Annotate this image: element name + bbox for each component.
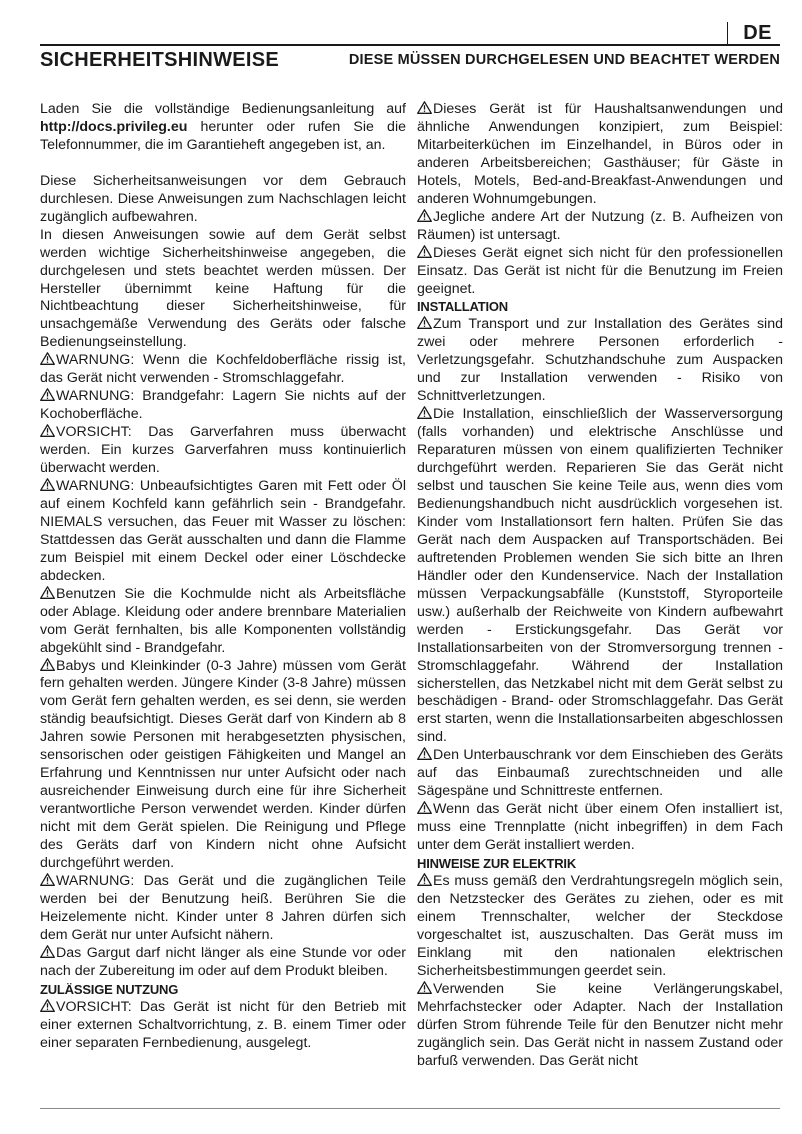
- warning-item: Benutzen Sie die Kochmulde nicht als Arbeitsfläche oder Ablage. Kleidung oder andere brennbare Materialien vom Gerät fernhalten, bis alle Komponenten vollständig abgekühlt sind - Brandgefahr.: [40, 585, 406, 656]
- language-code: DE: [743, 22, 772, 44]
- page-subtitle: DIESE MÜSSEN DURCHGELESEN UND BEACHTET WERDEN: [348, 52, 780, 68]
- docs-link[interactable]: http://docs.privileg.eu: [40, 118, 188, 135]
- warning-item: Den Unterbauschrank vor dem Einschieben des Geräts auf das Einbaumaß zurechtschneiden und alle Sägespäne und Schnittreste entfernen.: [417, 747, 783, 800]
- warning-item: Dieses Gerät ist für Haushaltsanwendungen und ähnliche Anwendungen konzipiert, zum Beispiel: Mitarbeiterküchen im Einzelhandel, in Büros oder in anderen Arbeitsbereichen; Gasthäuser; für Gäste in Hotels, Motels, Bed-and-Breakfast-Anwendungen und anderen Wohnumgebungen.: [417, 101, 783, 207]
- warning-triangle-icon: [417, 873, 432, 886]
- warning-triangle-icon: [40, 945, 55, 958]
- warning-item: Jegliche andere Art der Nutzung (z. B. Aufheizen von Räumen) ist untersagt.: [417, 208, 783, 243]
- section-heading-electrical: HINWEISE ZUR ELEKTRIK: [417, 856, 577, 872]
- intro-paragraph: Laden Sie die vollständige Bedienungsanleitung auf http://docs.privileg.eu herunter oder rufen Sie die Telefonnummer, die im Garantieheft angegeben ist, an.: [40, 101, 406, 153]
- right-column: [417, 101, 783, 1070]
- warning-triangle-icon: [40, 424, 55, 437]
- warning-item: WARNUNG: Das Gerät und die zugänglichen Teile werden bei der Benutzung heiß. Berühren Sie die Heizelemente nicht. Kinder unter 8 Jahren dürfen sich dem Gerät nur unter Aufsicht nähern.: [40, 872, 406, 943]
- warning-triangle-icon: [40, 873, 55, 886]
- warning-triangle-icon: [417, 801, 432, 814]
- warning-triangle-icon: [417, 316, 432, 329]
- warning-item: VORSICHT: Das Garverfahren muss überwacht werden. Ein kurzes Garverfahren muss kontinuierlich überwacht werden.: [40, 424, 406, 477]
- warning-triangle-icon: [40, 658, 55, 671]
- warning-item: VORSICHT: Das Gerät ist nicht für den Betrieb mit einer externen Schaltvorrichtung, z. B. einem Timer oder einer separaten Fernbedienung, ausgelegt.: [40, 998, 406, 1051]
- section-heading-permitted-use: ZULÄSSIGE NUTZUNG: [40, 981, 179, 997]
- warning-triangle-icon: [40, 352, 55, 365]
- warning-item: Verwenden Sie keine Verlängerungskabel, Mehrfachstecker oder Adapter. Nach der Installation dürfen Strom führende Teile für den Benutzer nicht mehr zugänglich sein. Das Gerät nicht in nassem Zustand oder barfuß verwenden. Das Gerät nicht: [417, 980, 783, 1069]
- warning-triangle-icon: [417, 209, 432, 222]
- warning-triangle-icon: [40, 586, 55, 599]
- warning-item: WARNUNG: Wenn die Kochfeldoberfläche rissig ist, das Gerät nicht verwenden - Stromschlaggefahr.: [40, 352, 406, 387]
- warning-triangle-icon: [417, 406, 432, 419]
- warning-triangle-icon: [40, 999, 55, 1012]
- paragraph: In diesen Anweisungen sowie auf dem Gerät selbst werden wichtige Sicherheitshinweise angegeben, die durchgelesen und stets beachtet werden müssen. Der Hersteller übernimmt keine Haftung für die Nichtbeachtung dieser Sicherheitshinweise, für unsachgemäße Verwendung des Geräts oder falsche Bedienungseinstellung.: [40, 226, 406, 351]
- section-heading-installation: INSTALLATION: [417, 299, 508, 315]
- page-title: SICHERHEITSHINWEISE: [40, 49, 280, 71]
- language-divider: [727, 22, 728, 44]
- warning-item: WARNUNG: Brandgefahr: Lagern Sie nichts auf der Kochoberfläche.: [40, 388, 406, 423]
- left-column: [40, 101, 406, 1053]
- warning-triangle-icon: [417, 747, 432, 760]
- warning-triangle-icon: [417, 101, 432, 114]
- warning-item: Die Installation, einschließlich der Wasserversorgung (falls vorhanden) und elektrische Anschlüsse und Reparaturen müssen von einem qualifizierten Techniker durchgeführt werden. Reparieren Sie das Gerät nicht selbst und tauschen Sie keine Teile aus, wenn dies vom Bedienungshandbuch nicht ausdrücklich vorgesehen ist. Kinder vom Installationsort fern halten. Prüfen Sie das Gerät nach dem Auspacken auf Transportschäden. Bei auftretenden Problemen wenden Sie sich bitte an Ihren Händler oder den Kundenservice. Nach der Installation müssen Verpackungsabfälle (Kunststoff, Styroporteile usw.) außerhalb der Reichweite von Kindern aufbewahrt werden - Erstickungsgefahr. Das Gerät vor Installationsarbeiten von der Stromversorgung trennen - Stromschlaggefahr. Während der Installation sicherstellen, das Netzkabel nicht mit dem Gerät selbst zu beschädigen - Brand- oder Stromschlaggefahr. Das Gerät erst starten, wenn die Installationsarbeiten abgeschlossen sind.: [417, 406, 783, 746]
- footer-rule: [40, 1108, 780, 1109]
- warning-item: Wenn das Gerät nicht über einem Ofen installiert ist, muss eine Trennplatte (nicht inbegriffen) in dem Fach unter dem Gerät installiert werden.: [417, 801, 783, 854]
- warning-triangle-icon: [417, 981, 432, 994]
- warning-item: Es muss gemäß den Verdrahtungsregeln möglich sein, den Netzstecker des Gerätes zu ziehen, oder es mit einem Trennschalter, welcher der Steckdose vorgeschaltet ist, auszuschalten. Das Gerät muss im Einklang mit den nationalen elektrischen Sicherheitsbestimmungen geerdet sein.: [417, 872, 783, 979]
- warning-triangle-icon: [40, 478, 55, 491]
- warning-item: WARNUNG: Unbeaufsichtigtes Garen mit Fett oder Öl auf einem Kochfeld kann gefährlich sein - Brandgefahr. NIEMALS versuchen, das Feuer mit Wasser zu löschen: Stattdessen das Gerät ausschalten und dann die Flamme zum Beispiel mit einem Deckel oder einer Löschdecke abdecken.: [40, 478, 406, 584]
- warning-item: Babys und Kleinkinder (0-3 Jahre) müssen vom Gerät fern gehalten werden. Jüngere Kinder (3-8 Jahre) müssen vom Gerät fern gehalten werden, es sei denn, sie werden ständig beaufsichtigt. Dieses Gerät darf von Kindern ab 8 Jahren sowie Personen mit herabgesetzten physischen, sensorischen oder geistigen Fähigkeiten und Mangel an Erfahrung und Kenntnissen nur unter Aufsicht oder nach ausreichender Einweisung durch eine für ihre Sicherheit verantwortliche Person verwendet werden. Kinder dürfen nicht mit dem Gerät spielen. Die Reinigung und Pflege des Geräts darf von Kindern nicht ohne Aufsicht durchgeführt werden.: [40, 657, 406, 872]
- warning-item: Dieses Gerät eignet sich nicht für den professionellen Einsatz. Das Gerät ist nicht für die Benutzung im Freien geeignet.: [417, 244, 783, 297]
- paragraph: Diese Sicherheitsanweisungen vor dem Gebrauch durchlesen. Diese Anweisungen zum Nachschlagen leicht zugänglich aufbewahren.: [40, 172, 406, 225]
- warning-triangle-icon: [417, 245, 432, 258]
- warning-item: Das Gargut darf nicht länger als eine Stunde vor oder nach der Zubereitung im oder auf dem Produkt bleiben.: [40, 944, 406, 979]
- header-rule: [40, 44, 780, 46]
- warning-item: Zum Transport und zur Installation des Gerätes sind zwei oder mehrere Personen erforderlich - Verletzungsgefahr. Schutzhandschuhe zum Auspacken und zur Installation verwenden - Risiko von Schnittverletzungen.: [417, 316, 783, 405]
- warning-triangle-icon: [40, 388, 55, 401]
